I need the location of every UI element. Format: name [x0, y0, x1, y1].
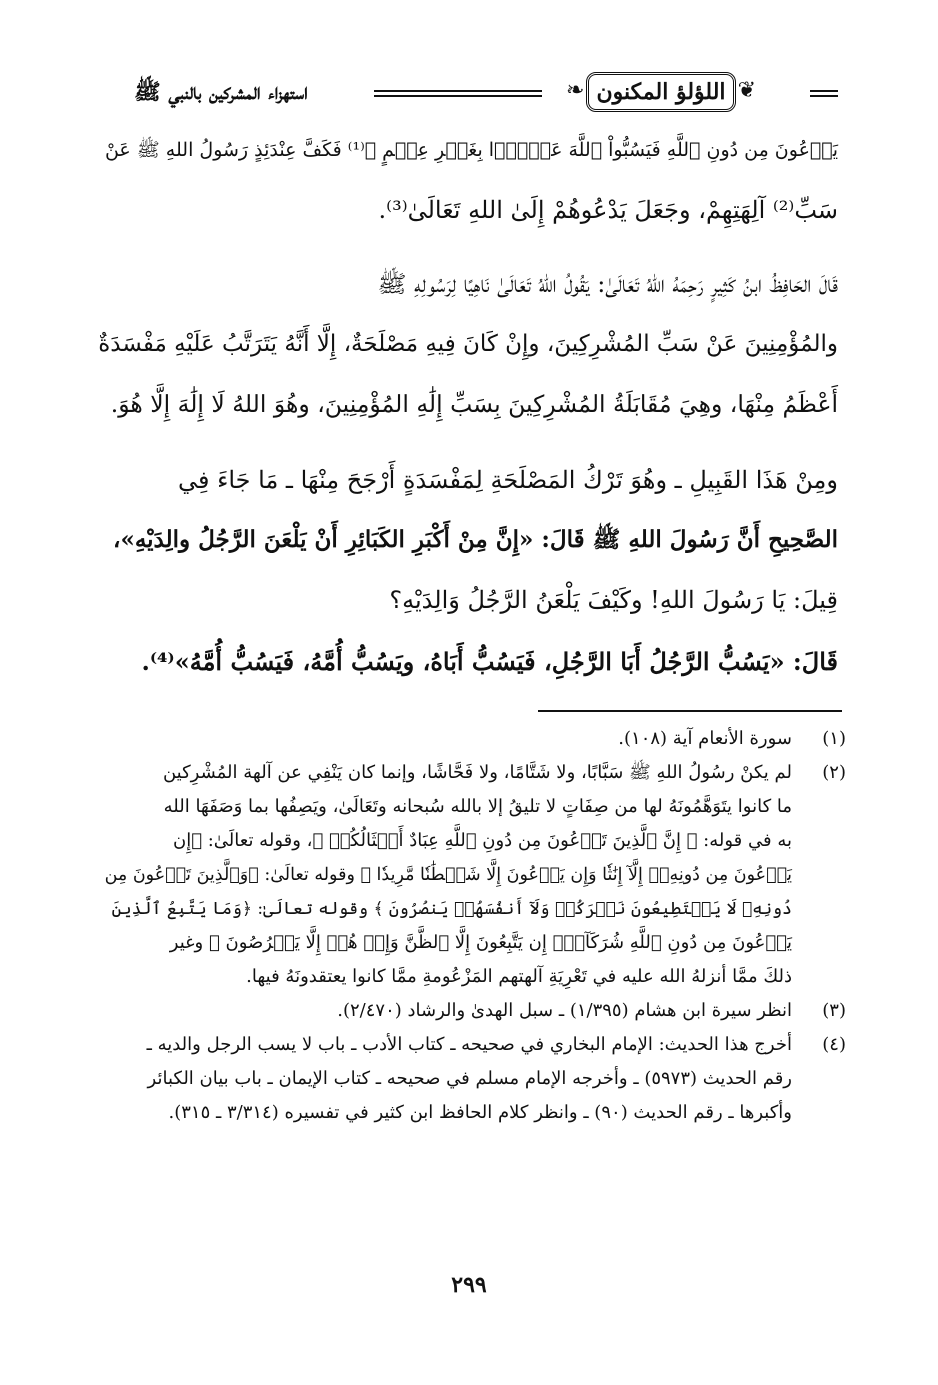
main-text — [98, 130, 838, 682]
page-number: ٢٩٩ — [451, 1272, 487, 1298]
header-rule — [374, 90, 542, 97]
footnote-line: لم يكنْ رسُولُ اللهِ ﷺ سَبَّابًا، ولا شَتَّامًا، ولا فَحَّاشًا، وإنما كان يَنْفِي عن آلهة المُشْرِكين — [162, 762, 792, 783]
text-line: قِيلَ: يَا رَسُولَ اللهِ! وكَيْفَ يَلْعَنُ الرَّجُلُ وَالِدَيْهِ؟ — [389, 586, 838, 614]
footnote-line: يَدۡعُونَ مِن دُونِ ٱللَّهِ شُرَكَآءَۚ إِن يَتَّبِعُونَ إِلَّا ٱلظَّنَّ وَإِنۡ هُمۡ إِلَّا يَخۡرُصُونَ ﴾ وغير — [169, 932, 792, 953]
running-header — [90, 60, 838, 130]
footnote-line: دُونِهِۦ لَا يَسۡتَطِيعُونَ نَصۡرَكُمۡ وَلَآ أَنفُسَهُمۡ يَنصُرُونَ ﴾ وقوله تعالَىٰ: ﴿وَمَا يَتَّبِعُ ٱلَّذِينَ — [111, 899, 792, 919]
text-line: سَبِّ⁽²⁾ آلِهَتِهِمْ، وجَعَلَ يَدْعُوهُمْ إِلَىٰ اللهِ تَعَالَىٰ⁽³⁾. — [378, 196, 838, 224]
footnote-line: وأكبرها ـ رقم الحديث (٩٠) ـ وانظر كلام الحافظ ابن كثير في تفسيره (٣/٣١٤ ـ ٣١٥). — [168, 1102, 792, 1123]
footnote-line: ما كانوا يتَوَهَّمُونَهُ لها من صِفَاتٍ لا تليقُ إلا بالله سُبحانه وتَعَالَىٰ، ويَصِفُها بما وَصَفَهَا الله — [163, 796, 792, 817]
footnote-line: به في قوله: ﴿ إِنَّ ٱلَّذِينَ تَدۡعُونَ مِن دُونِ ٱللَّهِ عِبَادٌ أَمۡثَالُكُمۡ ﴾، وقوله تعالَىٰ: ﴿إِن — [172, 830, 792, 851]
text-line: الصَّحِيحِ أَنَّ رَسُولَ اللهِ ﷺ قَالَ: «إِنَّ مِنْ أَكْبَرِ الكَبَائِرِ أَنْ يَلْعَنَ الرَّجُلُ والِدَيْهِ»، — [113, 526, 838, 553]
book-title: اللؤلؤ المكنون — [596, 79, 726, 105]
footnote-2 — [98, 756, 846, 994]
chapter-title: استهزاء المشركين بالنبي ﷺ — [134, 79, 308, 105]
text-line: أَعْظَمُ مِنْهَا، وهِيَ مُقَابَلَةُ المُشْرِكِينَ بِسَبِّ إِلَٰهِ المُؤْمِنِينَ، وهُوَ اللهُ لَا إِلَٰهَ إِلَّا هُوَ. — [110, 390, 838, 418]
text-line: قَالَ الحَافِظُ ابنُ كَثِيرٍ رَحِمَهُ اللهُ تَعَالَىٰ: يَقُولُ اللهُ تَعَالَىٰ نَاهِيًا لِرَسُولِهِ ﷺ — [377, 270, 838, 298]
footnote-separator — [538, 710, 842, 712]
footnote-number: (٤) — [822, 1034, 846, 1055]
text-line: ومِنْ هَذَا القَبِيلِ ـ وهُوَ تَرْكُ المَصْلَحَةِ لِمَفْسَدَةٍ أَرْجَحَ مِنْهَا ـ مَا جَاءَ فِي — [177, 466, 838, 494]
footnote-line: ذلكَ ممَّا أنزلهُ الله عليه في تَعْرِيَةِ آلهتهم المَزْعُومةِ ممَّا كانوا يعتقدونَهُ فيها. — [246, 966, 792, 987]
ornament-icon: ❧ — [566, 78, 585, 103]
text-line: قَالَ: «يَسُبُّ الرَّجُلُ أَبَا الرَّجُلِ، فَيَسُبُّ أَبَاهُ، ويَسُبُّ أُمَّهُ، فَيَسُبُّ أُمَّهُ»⁽⁴⁾. — [141, 647, 838, 676]
header-rule — [810, 90, 838, 97]
book-title-cartouche — [566, 66, 756, 118]
footnote-1 — [98, 722, 846, 756]
text-line: يَدۡعُونَ مِن دُونِ ٱللَّهِ فَيَسُبُّواْ ٱللَّهَ عَدۡوَۢا بِغَيۡرِ عِلۡمٍ ﴾⁽¹⁾ فَكَفَّ عِنْدَئِذٍ رَسُولُ اللهِ ﷺ عَنْ — [104, 139, 838, 161]
footnote-line: انظر سيرة ابن هشام (١/٣٩٥) ـ سبل الهدىٰ والرشاد (٢/٤٧٠). — [337, 1000, 792, 1021]
footnote-line: أخرج هذا الحديث: الإمام البخاري في صحيحه ـ كتاب الأدب ـ باب لا يسب الرجل والديه ـ — [146, 1034, 792, 1055]
footnote-number: (٣) — [822, 1000, 846, 1021]
footnote-line: سورة الأنعام آية (١٠٨). — [618, 728, 792, 749]
text-line: والمُؤْمِنِينَ عَنْ سَبِّ المُشْرِكِينَ، وإِنْ كَانَ فِيهِ مَصْلَحَةٌ، إِلَّا أَنَّهُ يَتَرَتَّبُ عَلَيْهِ مَفْسَدَةٌ — [98, 331, 838, 357]
footnote-line: رقم الحديث (٥٩٧٣) ـ وأخرجه الإمام مسلم في صحيحه ـ كتاب الإيمان ـ باب بيان الكبائر — [147, 1068, 792, 1089]
footnotes — [98, 722, 846, 1130]
footnote-line: يَدۡعُونَ مِن دُونِهِۦٓ إِلَّآ إِنَٰثٗا وَإِن يَدۡعُونَ إِلَّا شَيۡطَٰنٗا مَّرِيدٗا ﴾ وقوله تعالَىٰ: ﴿وَٱلَّذِينَ تَدۡعُونَ مِن — [104, 865, 792, 885]
ornament-icon: ❦ — [737, 78, 756, 103]
footnote-number: (٢) — [822, 762, 846, 783]
footnote-3 — [98, 994, 846, 1028]
footnote-4 — [98, 1028, 846, 1130]
footnote-number: (١) — [822, 728, 846, 749]
